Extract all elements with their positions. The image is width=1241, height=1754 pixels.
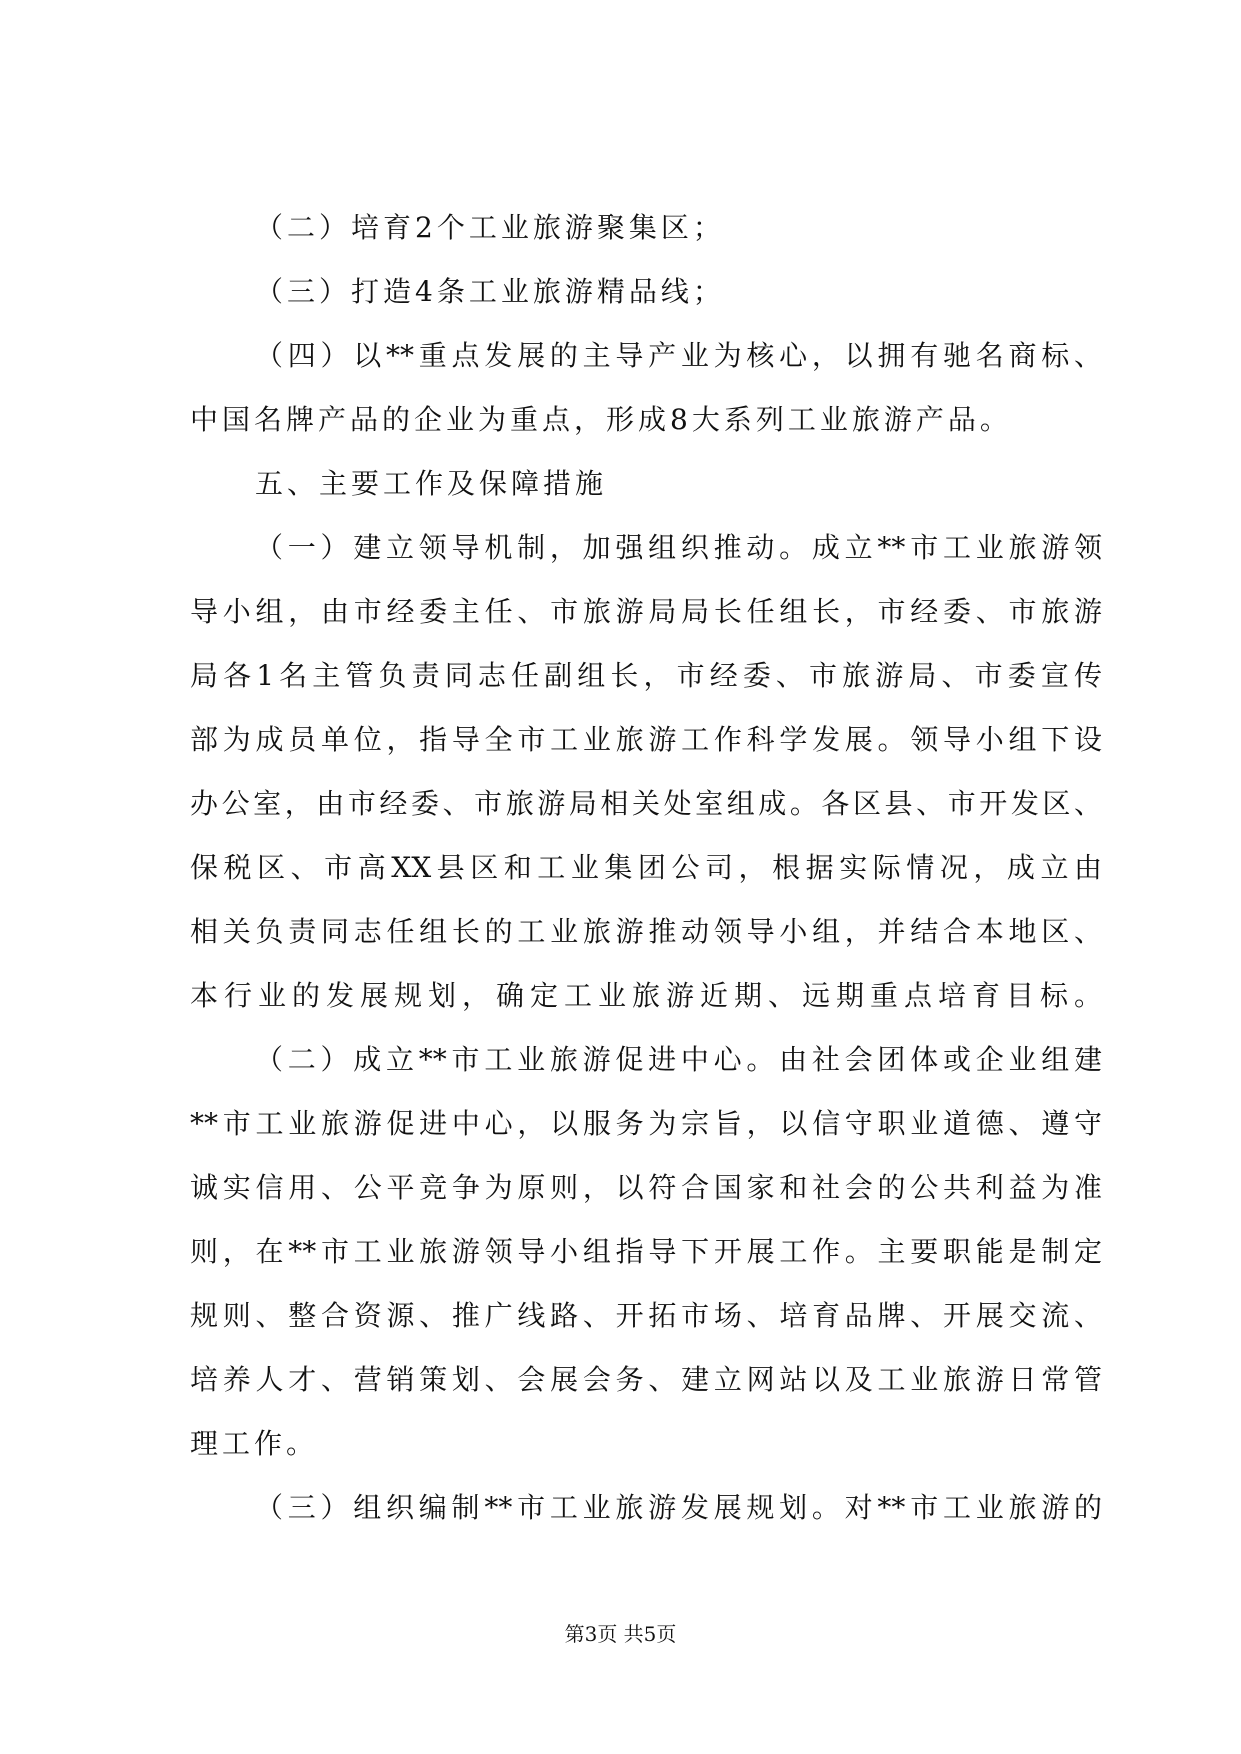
text-line: 导小组，由市经委主任、市旅游局局长任组长，市经委、市旅游	[190, 595, 1102, 628]
text-line: （三）组织编制**市工业旅游发展规划。对**市工业旅游的	[255, 1491, 1102, 1524]
text-line: 理工作。	[190, 1427, 319, 1460]
text-line: （四）以**重点发展的主导产业为核心，以拥有驰名商标、	[255, 339, 1102, 372]
text-line: 保税区、市高XX县区和工业集团公司，根据实际情况，成立由	[190, 851, 1102, 884]
page-footer: 第3页 共5页	[564, 1622, 677, 1646]
text-line: **市工业旅游促进中心，以服务为宗旨，以信守职业道德、遵守	[190, 1107, 1102, 1140]
text-line: 则，在**市工业旅游领导小组指导下开展工作。主要职能是制定	[190, 1235, 1102, 1268]
text-line: （三）打造4条工业旅游精品线；	[255, 275, 725, 308]
text-line: 培养人才、营销策划、会展会务、建立网站以及工业旅游日常管	[190, 1363, 1102, 1396]
text-line: 本行业的发展规划，确定工业旅游近期、远期重点培育目标。	[190, 979, 1102, 1012]
text-line: 五、主要工作及保障措施	[255, 467, 608, 500]
text-line: 规则、整合资源、推广线路、开拓市场、培育品牌、开展交流、	[190, 1299, 1102, 1332]
text-line: （一）建立领导机制，加强组织推动。成立**市工业旅游领	[255, 531, 1102, 564]
text-line: 部为成员单位，指导全市工业旅游工作科学发展。领导小组下设	[190, 723, 1102, 756]
text-line: （二）成立**市工业旅游促进中心。由社会团体或企业组建	[255, 1043, 1102, 1076]
text-line: 诚实信用、公平竞争为原则，以符合国家和社会的公共利益为准	[190, 1171, 1102, 1204]
text-line: 办公室，由市经委、市旅游局相关处室组成。各区县、市开发区、	[190, 787, 1102, 820]
text-line: （二）培育2个工业旅游聚集区；	[255, 211, 725, 244]
document-body	[190, 196, 1102, 1540]
text-line: 局各1名主管负责同志任副组长，市经委、市旅游局、市委宣传	[190, 659, 1102, 692]
text-line: 相关负责同志任组长的工业旅游推动领导小组，并结合本地区、	[190, 915, 1102, 948]
text-line: 中国名牌产品的企业为重点，形成8大系列工业旅游产品。	[190, 403, 1012, 436]
